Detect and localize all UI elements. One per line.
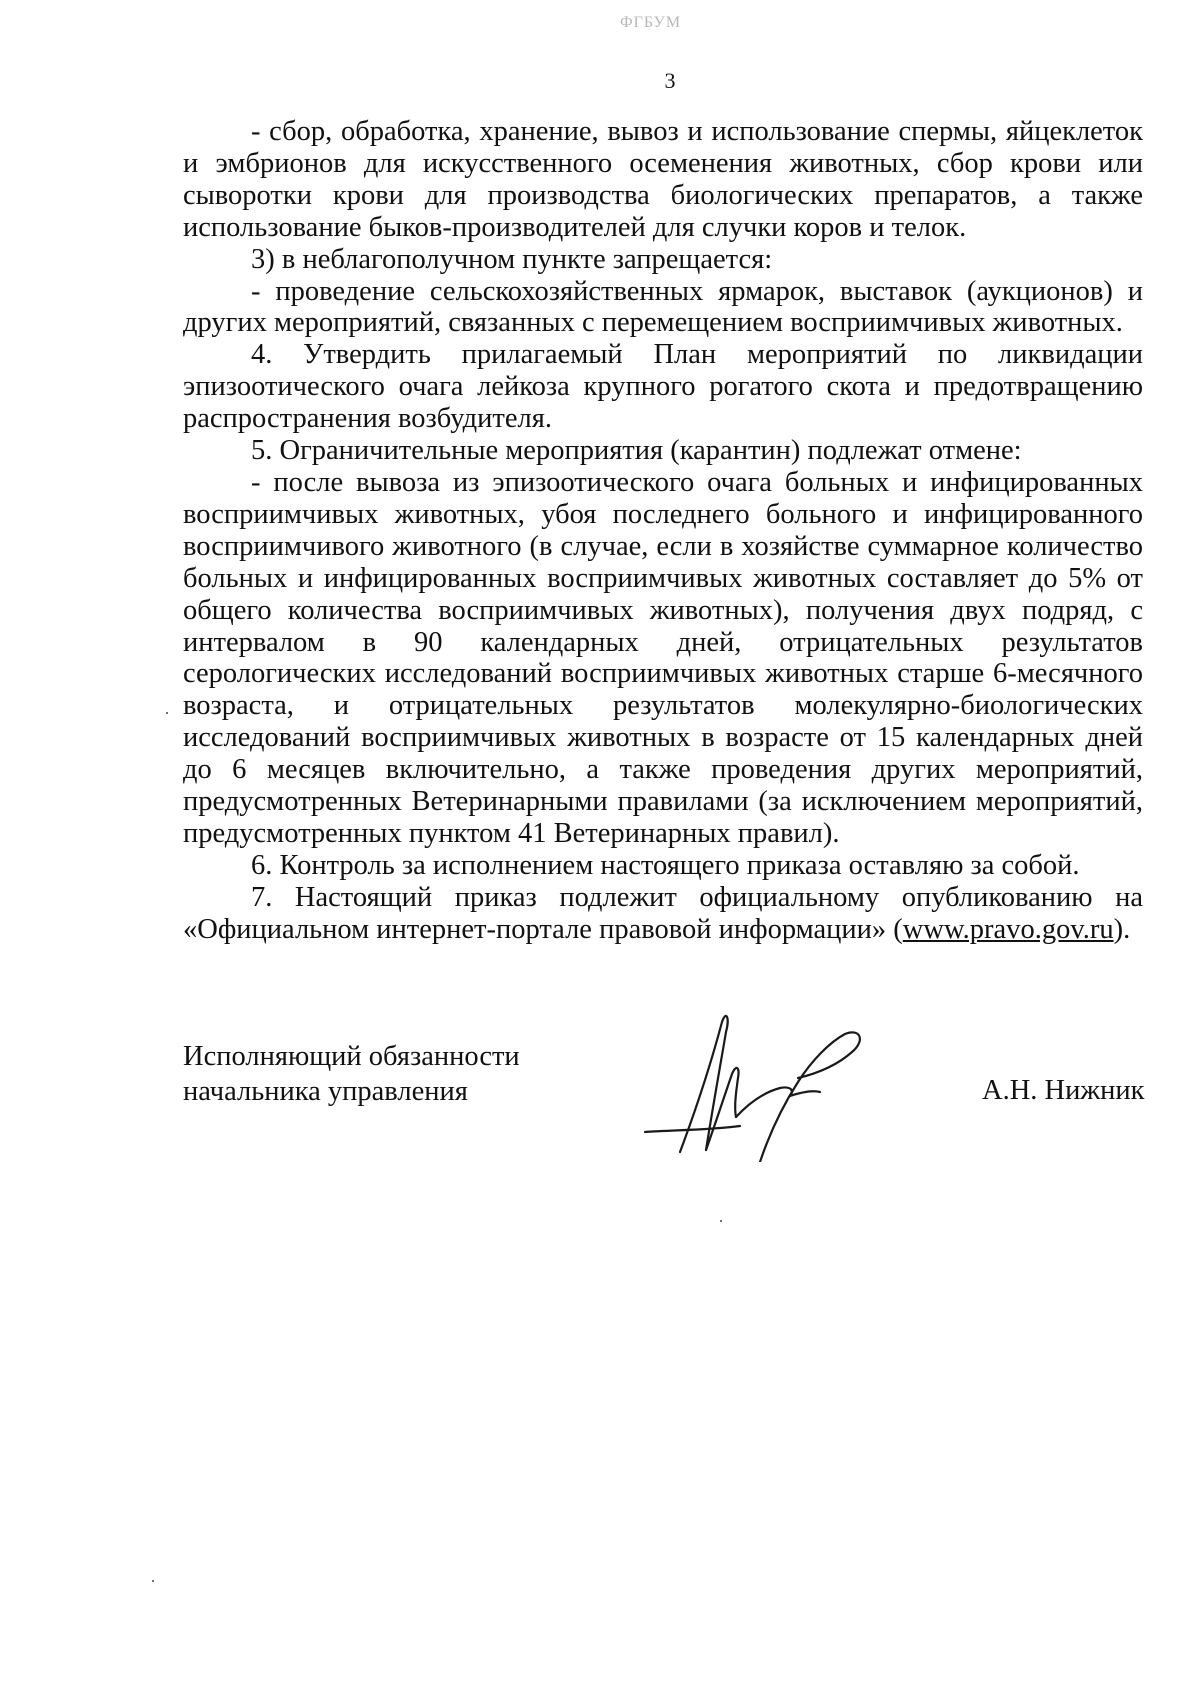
scan-watermark: ФГБУМ — [620, 14, 682, 31]
paragraph-unsafe-point-heading: 3) в неблагополучном пункте запрещается: — [251, 243, 773, 275]
scan-speck — [152, 1580, 154, 1582]
scan-speck — [720, 1220, 722, 1222]
scan-speck — [166, 712, 168, 714]
paragraph-quarantine-lift-conditions: - после вывоза из эпизоотического очага больных и инфицированных восприимчивых животных, убоя последнего больного и инфицированного восприимчивого животного (в случае, если в хозяйстве суммарное количество больных и инфицированных восприимчивых животных составляет до 5% от общего количества восприимчивых животных), получения двух подряд, с интервалом в 90 календарных дней, отрицательных результатов серологических исследований восприимчивых животных старше 6-месячного возраста, и отрицательных результатов молекулярно-биологических исследований восприимчивых животных в возрасте от 15 календарных дней до 6 месяцев включительно, а также проведения других мероприятий, предусмотренных Ветеринарными правилами (за исключением мероприятий, предусмотренных пунктом 41 Ветеринарных правил). — [183, 466, 1143, 849]
signatory-title — [183, 1039, 520, 1109]
document-body — [183, 116, 1143, 946]
paragraph-collection-ban: - сбор, обработка, хранение, вывоз и использование спермы, яйцеклеток и эмбрионов для искусственного осеменения животных, сбор крови или сыворотки крови для производства биологических препаратов, а также использование быков-производителей для случки коров и телок. — [183, 116, 1143, 243]
pravo-gov-link[interactable]: www.pravo.gov.ru — [902, 913, 1114, 945]
paragraph-item-6: 6. Контроль за исполнением настоящего приказа оставляю за собой. — [251, 849, 1080, 881]
signatory-title-line-1: Исполняющий обязанности — [183, 1041, 520, 1072]
signatory-title-line-2: начальника управления — [183, 1076, 468, 1107]
paragraph-item-4: 4. Утвердить прилагаемый План мероприятий по ликвидации эпизоотического очага лейкоза крупного рогатого скота и предотвращению распространения возбудителя. — [183, 339, 1143, 435]
signatory-name: А.Н. Нижник — [982, 1075, 1145, 1106]
item-7-tail: ). — [1113, 913, 1131, 945]
paragraph-item-5: 5. Ограничительные мероприятия (карантин) подлежат отмене: — [251, 435, 1022, 467]
page-number: 3 — [664, 68, 676, 93]
paragraph-item-7 — [183, 882, 1143, 946]
paragraph-fairs-ban: - проведение сельскохозяйственных ярмарок, выставок (аукционов) и других мероприятий, связанных с перемещением восприимчивых животных. — [183, 275, 1143, 339]
item-7-text: 7. Настоящий приказ подлежит официальному опубликованию на «Официальном интернет-портале правовой информации» ( — [183, 881, 1143, 945]
handwritten-signature — [640, 1012, 870, 1162]
